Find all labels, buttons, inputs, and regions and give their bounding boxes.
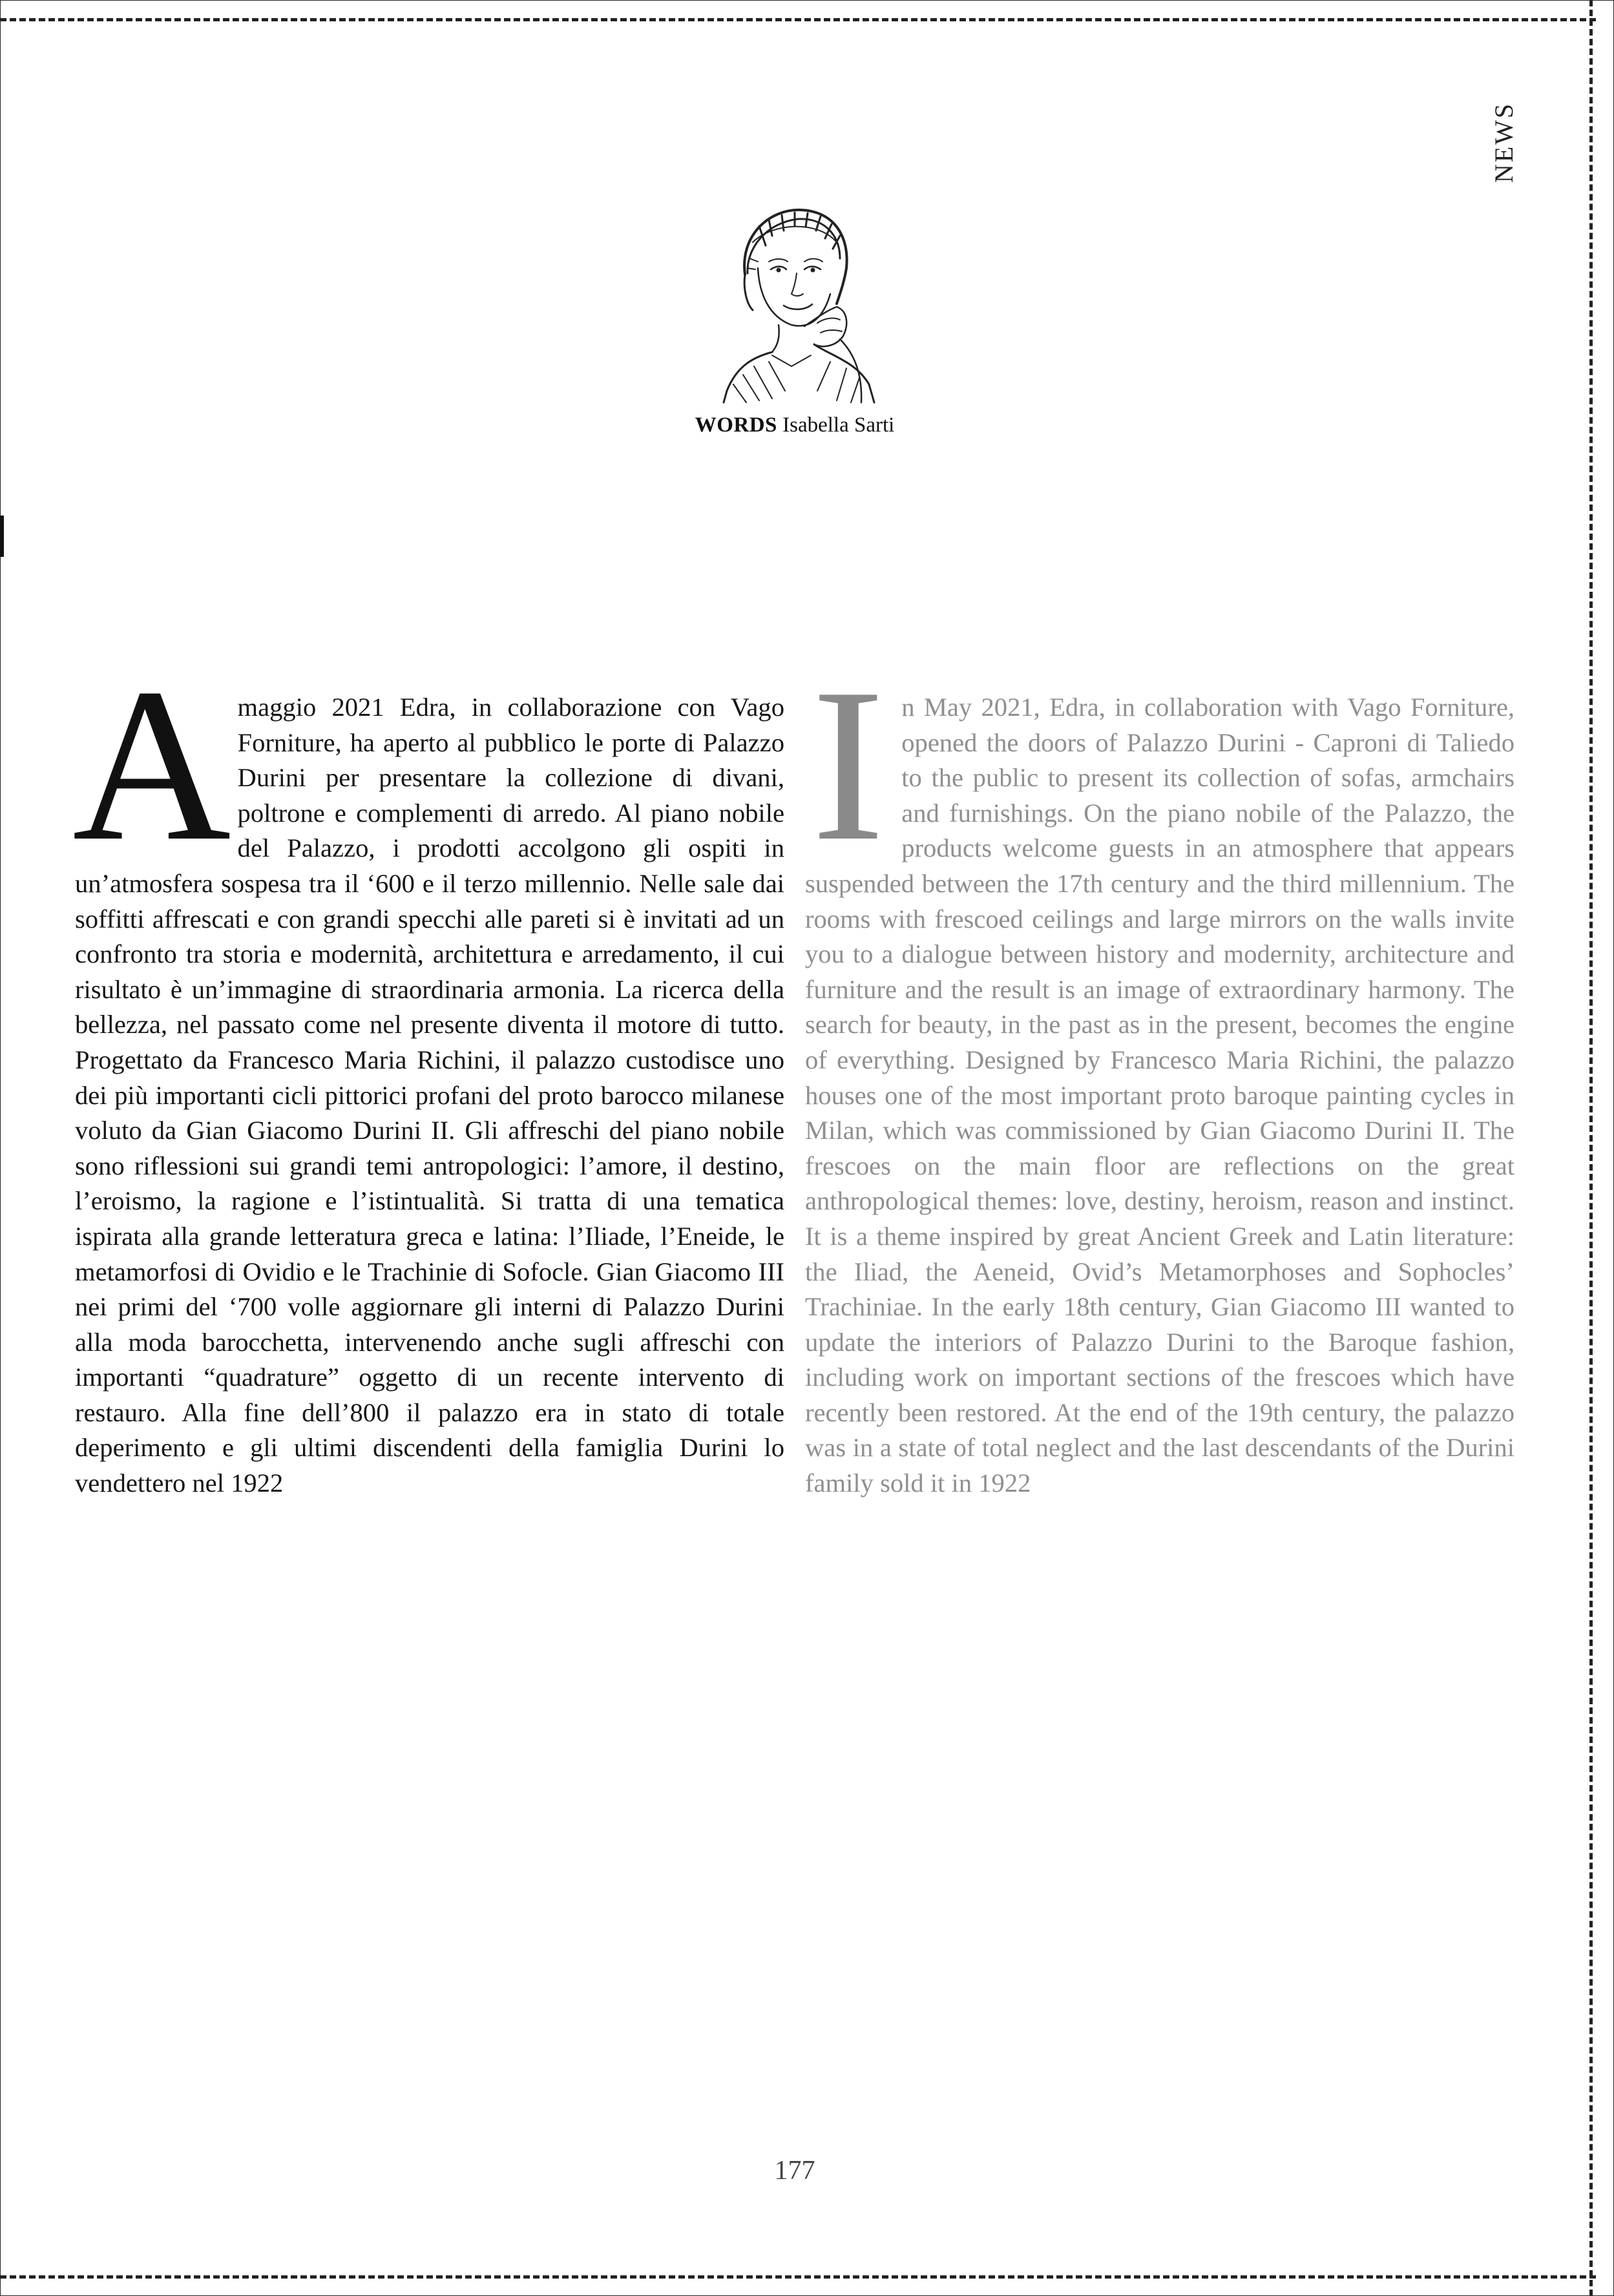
byline-label: WORDS: [695, 413, 777, 437]
italian-column: [72, 643, 784, 1501]
section-label: [1486, 97, 1522, 187]
crop-line-top: [0, 18, 1596, 21]
registration-mark: [0, 516, 4, 557]
italian-dropcap: A: [72, 643, 231, 886]
section-label-text: NEWS: [1489, 101, 1519, 183]
page-number: 177: [774, 2156, 815, 2186]
crop-line-right: [1589, 0, 1593, 2296]
english-dropcap: I: [812, 643, 885, 886]
english-body: n May 2021, Edra, in collaboration with Vago Forniture, opened the doors of Palazzo Durini - Caproni di Taliedo to the public to present its collection of sofas, armchairs and furnishings. On the piano nobile of the Palazzo, the products welcome guests in an atmosphere that appears suspended between the 17th century and the third millennium. The rooms with frescoed ceilings and large mirrors on the walls invite you to a dialogue between history and modernity, architecture and furniture and the result is an image of extraordinary harmony. The search for beauty, in the past as in the present, becomes the engine of everything. Designed by Francesco Maria Richini, the palazzo houses one of the most important proto baroque painting cycles in Milan, which was commissioned by Gian Giacomo Durini II. The frescoes on the main floor are reflections on the great anthropological themes: love, destiny, heroism, reason and instinct. It is a theme inspired by great Ancient Greek and Latin literature: the Iliad, the Aeneid, Ovid’s Metamorphoses and Sophocles’ Trachiniae. In the early 18th century, Gian Giacomo III wanted to update the interiors of Palazzo Durini to the Baroque fashion, including work on important sections of the frescoes which have recently been restored. At the end of the 19th century, the palazzo was in a state of total neglect and the last descendants of the Durini family sold it in 1922: [805, 693, 1514, 1498]
byline-author: Isabella Sarti: [782, 413, 895, 437]
english-column: [805, 643, 1514, 1501]
crop-line-bottom: [0, 2275, 1596, 2279]
italian-body: maggio 2021 Edra, in collaborazione con Vago Forniture, ha aperto al pubblico le porte di Palazzo Durini per presentare la collezione di divani, poltrone e complementi di arredo. Al piano nobile del Palazzo, i prodotti accolgono gli ospiti in un’atmosfera sospesa tra il ‘600 e il terzo millennio. Nelle sale dai soffitti affrescati e con grandi specchi alle pareti si è invitati ad un confronto tra storia e modernità, architettura e arredamento, il cui risultato è un’immagine di straordinaria armonia. La ricerca della bellezza, nel passato come nel presente diventa il motore di tutto. Progettato da Francesco Maria Richini, il palazzo custodisce uno dei più importanti cicli pittorici profani del proto barocco milanese voluto da Gian Giacomo Durini II. Gli affreschi del piano nobile sono riflessioni sui grandi temi antropologici: l’amore, il destino, l’eroismo, la ragione e l’istintualità. Si tratta di una tematica ispirata alla grande letteratura greca e latina: l’Iliade, l’Eneide, le metamorfosi di Ovidio e le Trachinie di Sofocle. Gian Giacomo III nei primi del ‘700 volle aggiornare gli interni di Palazzo Durini alla moda barocchetta, intervenendo anche sugli affreschi con importanti “quadrature” oggetto di un recente intervento di restauro. Alla fine dell’800 il palazzo era in stato di totale deperimento e gli ultimi discendenti della famiglia Durini lo vendettero nel 1922: [75, 693, 784, 1498]
byline: [582, 413, 1008, 437]
author-portrait-sketch: [707, 197, 888, 404]
